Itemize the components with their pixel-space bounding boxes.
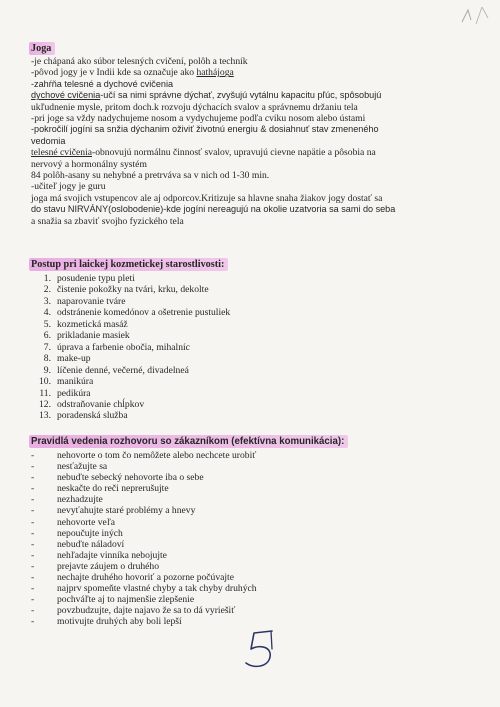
joga-line-11: 84 polôh-asany su nehybné a pretrváva sa v nich od 1-30 min.	[31, 170, 270, 182]
joga-line-8: vedomia	[31, 135, 66, 146]
list-item: - neskačte do reči neprerušujte	[31, 483, 169, 495]
joga-line-2: -pôvod jogy je v Indii kde sa označuje ako hathájoga	[31, 67, 234, 79]
list-item: 4. odstránenie komedónov a ošetrenie pustuliek	[43, 307, 231, 319]
list-item: - nepoučujte iných	[31, 527, 123, 539]
list-item: 12. odstraňovanie chĺpkov	[39, 398, 145, 410]
section-postup-title: Postup pri laickej kozmetickej starostlivosti:	[29, 258, 228, 271]
list-item: 5. kozmetická masáž	[43, 318, 128, 330]
list-item: 11. pedikúra	[39, 387, 91, 399]
joga-line-15: a snažia sa zbaviť svojho fyzického tela	[31, 215, 184, 227]
list-item: - nesťažujte sa	[31, 461, 108, 473]
section-pravidla-title: Pravidlá vedenia rozhovoru so zákazníkom (efektívna komunikácia):	[29, 435, 348, 448]
list-item: - nezhadzujte	[31, 494, 103, 506]
joga-line-14: do stavu NIRVÁNY(oslobodenie)-kde jogíni nereagujú na okolie uzatvoria sa sami do seba	[31, 204, 396, 215]
list-item: 1. posudenie typu pleti	[43, 273, 135, 284]
list-item: 3. naparovanie tváre	[43, 295, 126, 307]
list-item: 10. manikúra	[39, 376, 94, 388]
section-pravidla	[31, 431, 486, 628]
list-item: - nevyťahujte staré problémy a hnevy	[31, 505, 196, 517]
joga-line-9: telesné cvičenia-obnovujú normálnu činnosť svalov, upravujú cievne napätie a pôsobia na	[31, 147, 376, 159]
list-item: - povzbudzujte, dajte najavo že sa to dá vyriešiť	[31, 605, 236, 617]
list-item: - pochváľte aj to najmenšie zlepšenie	[31, 594, 195, 606]
postup-list	[31, 273, 486, 422]
joga-line-13: joga má svojich vstupencov ale aj odporcov.Kritizuje sa hlavne snaha žiakov jogy dostať sa	[31, 192, 383, 204]
handwritten-page-number	[232, 625, 292, 675]
list-item: 7. úprava a farbenie obočia, mihalníc	[43, 341, 190, 353]
list-item: - nehovorte veľa	[31, 516, 115, 528]
list-item: - nehľadajte vinníka nebojujte	[31, 549, 167, 561]
list-item: 13. poradenská služba	[39, 410, 128, 422]
list-item: 2. čistenie pokožky na tvári, krku, dekolte	[43, 284, 209, 296]
list-item: - nebuďte náladoví	[31, 538, 125, 550]
section-joga-title: Joga	[29, 42, 55, 55]
joga-line-10: nervový a hormonálny systém	[31, 158, 147, 170]
list-item: 9. líčenie denné, večerné, divadelneá	[43, 364, 189, 376]
list-item: - nebuďte sebecký nehovorte iba o sebe	[31, 472, 204, 484]
joga-line-4: dychové cvičenia-učí sa nimi správne dýchať, zvyšujú vytálnu kapacitu pľúc, spôsobujú	[31, 90, 382, 101]
corner-pencil-mark	[458, 4, 492, 26]
list-item: 8. make-up	[43, 353, 91, 365]
pravidla-list	[31, 450, 486, 628]
list-item: - najprv spomeňte vlastné chyby a tak chyby druhých	[31, 583, 257, 595]
list-item: - nehovorte o tom čo nemôžete alebo nechcete urobiť	[31, 450, 257, 461]
list-item: - nechajte druhého hovoriť a pozorne počúvajte	[31, 572, 234, 584]
joga-line-3: -zahŕňa telesné a dychové cvičenia	[31, 78, 174, 89]
list-item: 6. prikladanie masiek	[43, 330, 130, 342]
section-postup	[31, 254, 486, 422]
joga-line-5: ukľudnenie mysle, pritom doch.k rozvoju dýchacích svalov a správnemu držaniu tela	[31, 101, 358, 113]
list-item: - prejavte záujem o druhého	[31, 560, 160, 572]
joga-line-7: -pokročilí jogíni sa snžia dýchanim oživiť životnú energiu & dosiahnuť stav zmeneného	[31, 124, 379, 135]
section-joga	[31, 38, 486, 227]
joga-line-12: -učiteľ jogy je guru	[31, 181, 106, 193]
joga-line-1: -je chápaná ako súbor telesných cvičení, polôh a techník	[31, 56, 248, 67]
joga-line-6: -pri joge sa vždy nadychujeme nosom a vydychujeme podľa cviku nosom alebo ústami	[31, 113, 366, 125]
list-item: - motivujte druhých aby boli lepší	[31, 616, 182, 628]
